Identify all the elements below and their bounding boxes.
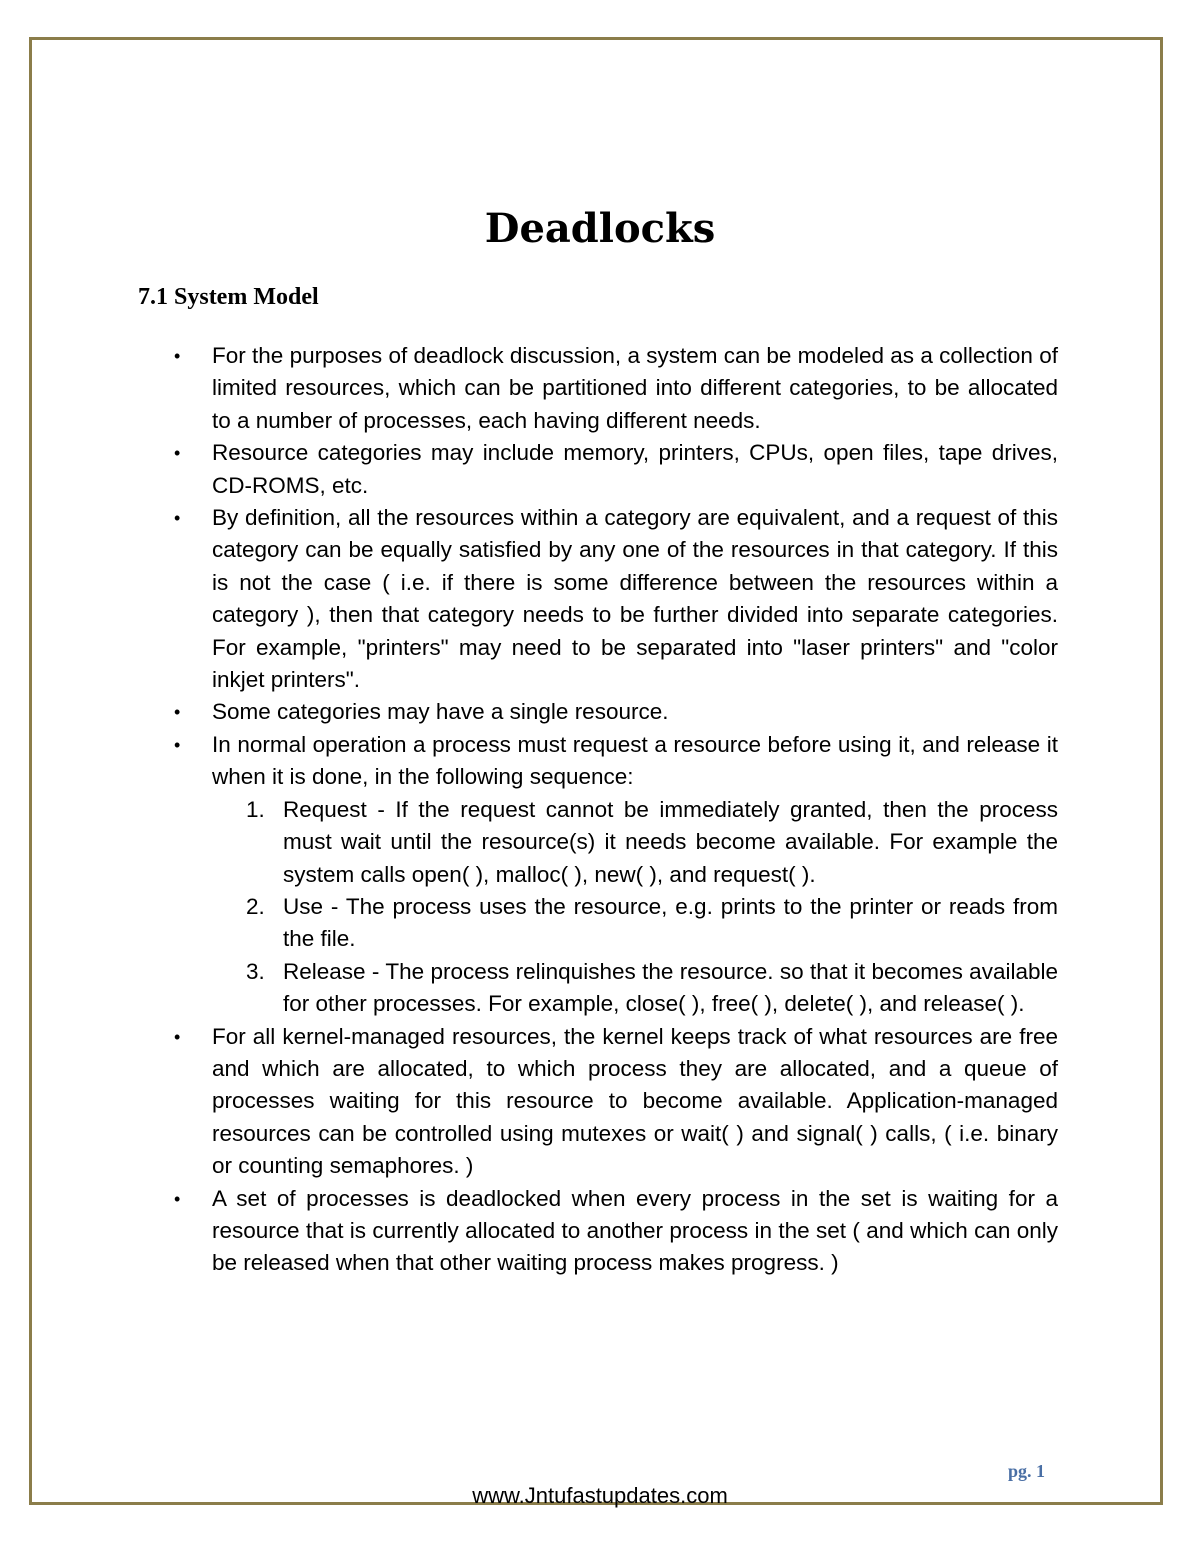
bullet-item — [212, 1021, 1058, 1183]
bullet-item — [212, 502, 1058, 696]
bullet-text: Resource categories may include memory, printers, CPUs, open files, tape drives, CD-ROMS, etc. — [212, 440, 1058, 498]
sequence-item — [246, 891, 1058, 956]
bullet-text: For the purposes of deadlock discussion, a system can be modeled as a collection of limited resources, which can be partitioned into different categories, to be allocated to a number of processes, each having different needs. — [212, 343, 1058, 433]
bullet-text: In normal operation a process must request a resource before using it, and release it when it is done, in the following sequence: — [212, 731, 1058, 790]
step-text: Use - The process uses the resource, e.g. prints to the printer or reads from the file. — [283, 893, 1058, 952]
step-text: Release - The process relinquishes the resource. so that it becomes available for other processes. For example, close( ), free( ), delete( ), and release( ). — [283, 958, 1058, 1017]
sequence-item — [246, 794, 1058, 891]
bullet-text: For all kernel-managed resources, the kernel keeps track of what resources are free and which are allocated, to which process they are allocated, and a queue of processes waiting for this resource to become available. Application-managed resources can be controlled using mutexes or wait( ) and signal( ) calls, ( i.e. binary or counting semaphores. ) — [212, 1023, 1058, 1179]
bullet-item — [212, 1183, 1058, 1280]
bullet-item — [212, 729, 1058, 1021]
bullet-text: A set of processes is deadlocked when every process in the set is waiting for a resource that is currently allocated to another process in the set ( and which can only be released when that other waiting process makes progress. ) — [212, 1185, 1058, 1276]
step-number: 3. — [246, 958, 265, 984]
page-number: pg. 1 — [1007, 1461, 1045, 1481]
bullet-list — [212, 340, 1058, 1280]
section-heading: 7.1 System Model — [138, 284, 319, 310]
step-number: 1. — [246, 796, 265, 822]
step-number: 2. — [246, 893, 265, 919]
website-url: www.Jntufastupdates.com — [472, 1483, 728, 1508]
sequence-list — [212, 794, 1058, 1021]
step-text: Request - If the request cannot be immediately granted, then the process must wait until the resource(s) it needs become available. For example the system calls open( ), malloc( ), new( ), and request( ). — [283, 796, 1058, 887]
bullet-item — [212, 437, 1058, 502]
bullet-text: Some categories may have a single resource. — [212, 699, 669, 725]
page-title: Deadlocks — [484, 205, 716, 252]
sequence-item — [246, 956, 1058, 1021]
bullet-text: By definition, all the resources within a category are equivalent, and a request of this category can be equally satisfied by any one of the resources in that category. If this is not the case ( i.e. if there is some difference between the resources within a category ), then that category needs to be further divided into separate categories. For example, "printers" may need to be separated into "laser printers" and "color inkjet printers". — [212, 505, 1058, 693]
bullet-item — [212, 696, 1058, 728]
bullet-item — [212, 340, 1058, 437]
